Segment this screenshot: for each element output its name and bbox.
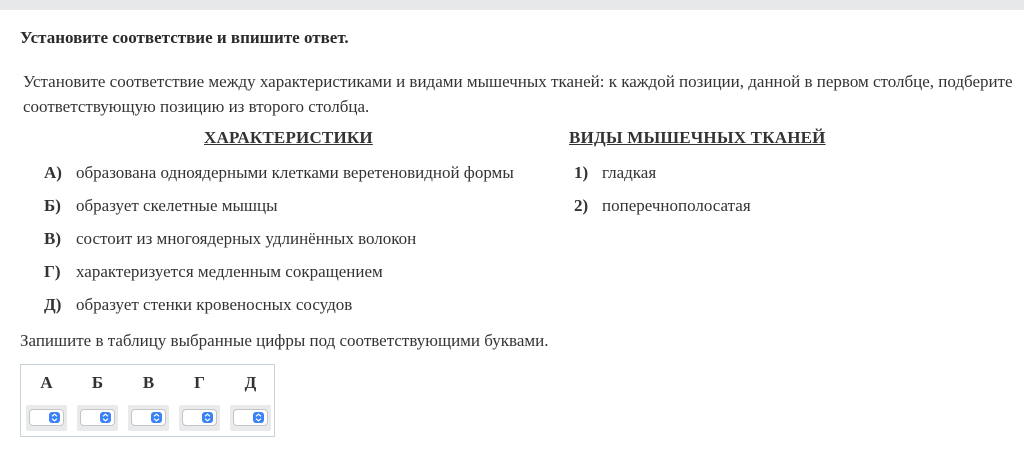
select-arrows-icon	[151, 412, 162, 423]
item-text: образована одноядерными клетками веретеновидной формы	[76, 163, 514, 182]
write-instruction: Запишите в таблицу выбранные цифры под соответствующими буквами.	[20, 331, 549, 350]
task-instruction: Установите соответствие и впишите ответ.	[20, 28, 349, 47]
answer-select-a[interactable]	[29, 409, 64, 426]
answer-header-g: Г	[194, 373, 205, 392]
answer-select-wrap	[77, 405, 118, 431]
answer-select-wrap	[128, 405, 169, 431]
item-text: характеризуется медленным сокращением	[76, 262, 383, 281]
item-letter: Г)	[44, 262, 61, 281]
answer-select-b[interactable]	[80, 409, 115, 426]
select-arrows-icon	[100, 412, 111, 423]
top-bar	[0, 0, 1024, 10]
item-text: гладкая	[602, 163, 657, 182]
select-arrows-icon	[202, 412, 213, 423]
item-letter: В)	[44, 229, 61, 248]
task-description: Установите соответствие между характеристиками и видами мышечных тканей: к каждой позиции, данной в первом столбце, подберите соответствующую позицию из второго столбца.	[23, 72, 1013, 116]
answer-select-wrap	[179, 405, 220, 431]
answer-select-g[interactable]	[182, 409, 217, 426]
item-number: 2)	[574, 196, 589, 215]
select-arrows-icon	[253, 412, 264, 423]
answer-header-a: А	[40, 373, 53, 392]
answer-header-v: В	[142, 373, 155, 392]
answer-table	[20, 364, 275, 437]
answer-header-d: Д	[244, 373, 257, 392]
item-text: поперечнополосатая	[602, 196, 751, 215]
item-letter: Д)	[44, 295, 62, 314]
item-text: образует стенки кровеносных сосудов	[76, 295, 353, 314]
answer-header-b: Б	[91, 373, 104, 392]
item-letter: Б)	[44, 196, 61, 215]
item-text: состоит из многоядерных удлинённых волокон	[76, 229, 417, 248]
select-arrows-icon	[49, 412, 60, 423]
answer-select-wrap	[26, 405, 67, 431]
item-letter: А)	[44, 163, 62, 182]
answer-select-wrap	[230, 405, 271, 431]
answer-select-v[interactable]	[131, 409, 166, 426]
item-text: образует скелетные мышцы	[76, 196, 278, 215]
muscle-types-header: ВИДЫ МЫШЕЧНЫХ ТКАНЕЙ	[569, 128, 826, 147]
item-number: 1)	[574, 163, 589, 182]
characteristics-header: ХАРАКТЕРИСТИКИ	[204, 128, 373, 147]
answer-select-d[interactable]	[233, 409, 268, 426]
